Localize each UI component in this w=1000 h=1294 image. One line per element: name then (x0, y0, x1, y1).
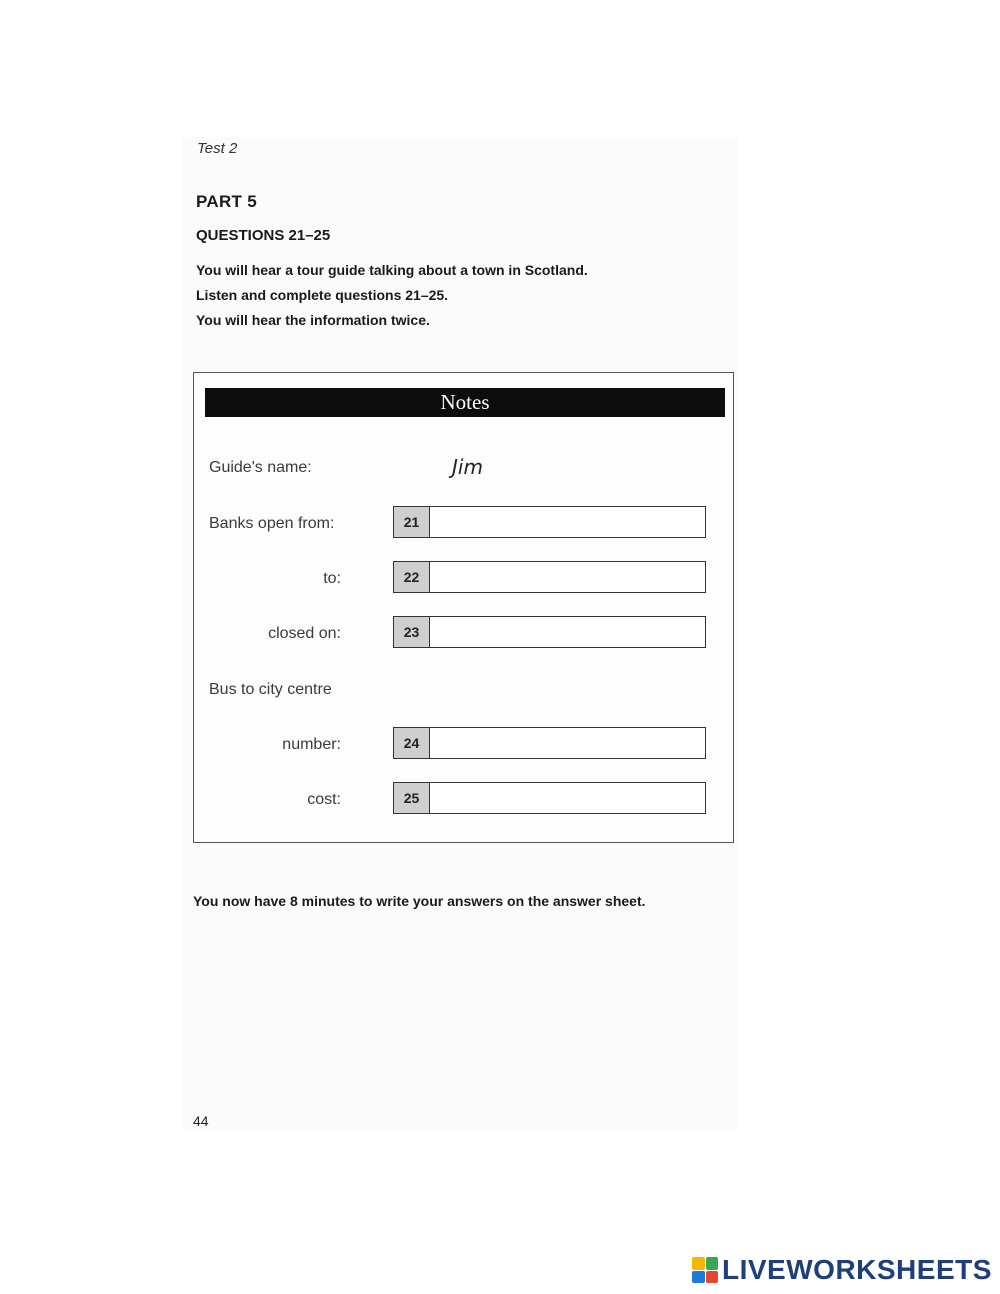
answer-input-24[interactable] (430, 728, 705, 758)
question-number-21: 21 (394, 507, 430, 537)
bus-to-city-centre-label: Bus to city centre (209, 681, 332, 698)
banks-open-from-label: Banks open from: (209, 515, 335, 532)
question-24-box (393, 727, 706, 759)
part-title: PART 5 (196, 192, 257, 211)
bus-cost-label: cost: (307, 791, 341, 808)
test-label: Test 2 (197, 140, 238, 157)
question-22-box (393, 561, 706, 593)
guide-name-label: Guide's name: (209, 459, 312, 476)
answer-input-21[interactable] (430, 507, 705, 537)
question-number-24: 24 (394, 728, 430, 758)
notes-title: Notes (205, 388, 725, 417)
footer-instruction: You now have 8 minutes to write your answers on the answer sheet. (193, 893, 646, 909)
bus-number-label: number: (282, 736, 341, 753)
instruction-line-3: You will hear the information twice. (196, 312, 430, 328)
question-23-box (393, 616, 706, 648)
question-number-25: 25 (394, 783, 430, 813)
questions-title: QUESTIONS 21–25 (196, 227, 331, 244)
brand-name: LIVEWORKSHEETS (722, 1254, 992, 1285)
notes-box (193, 372, 734, 843)
question-number-23: 23 (394, 617, 430, 647)
liveworksheets-brand[interactable] (692, 1255, 992, 1285)
to-label: to: (323, 570, 341, 587)
guide-name-value: Jim (452, 455, 483, 479)
question-number-22: 22 (394, 562, 430, 592)
answer-input-25[interactable] (430, 783, 705, 813)
answer-input-22[interactable] (430, 562, 705, 592)
question-25-box (393, 782, 706, 814)
instruction-line-1: You will hear a tour guide talking about a town in Scotland. (196, 262, 588, 278)
answer-input-23[interactable] (430, 617, 705, 647)
question-21-box (393, 506, 706, 538)
liveworksheets-logo-icon (692, 1257, 718, 1283)
instruction-line-2: Listen and complete questions 21–25. (196, 287, 449, 303)
page-number: 44 (193, 1113, 209, 1129)
closed-on-label: closed on: (268, 625, 341, 642)
